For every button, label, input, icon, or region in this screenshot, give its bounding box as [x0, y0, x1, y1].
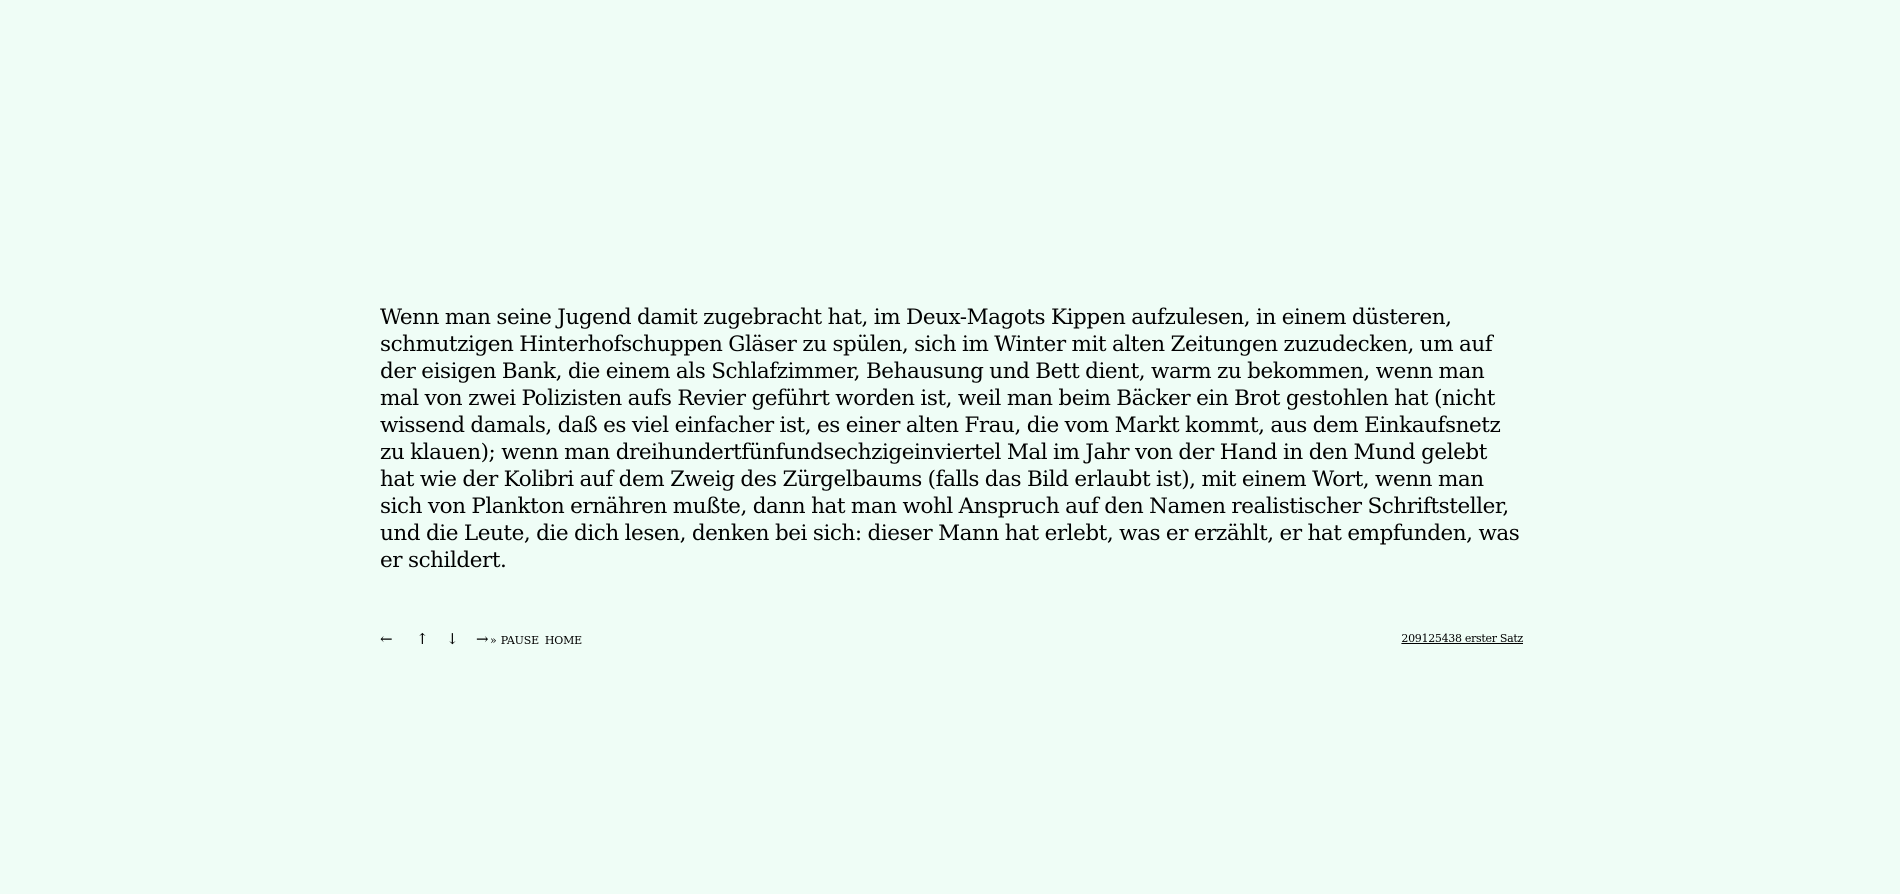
pause-button[interactable]: PAUSE — [500, 634, 539, 647]
source-link[interactable]: 209125438 erster Satz — [1401, 632, 1523, 645]
down-arrow-icon[interactable]: ↓ — [446, 630, 459, 648]
fast-forward-icon[interactable]: » — [490, 634, 497, 647]
home-link[interactable]: HOME — [544, 634, 583, 647]
navigation-controls — [380, 630, 588, 648]
next-arrow-icon[interactable]: → — [476, 630, 489, 648]
previous-arrow-icon[interactable]: ← — [380, 630, 393, 648]
up-arrow-icon[interactable]: ↑ — [416, 630, 429, 648]
source-info — [1401, 632, 1523, 645]
sentence-text: Wenn man seine Jugend damit zugebracht hat, im Deux-Magots Kippen aufzulesen, in einem düsteren, schmutzigen Hinterhofschuppen Gläser zu spülen, sich im Winter mit alten Zeitungen zuzudecken, um auf der eisigen Bank, die einem als Schlafzimmer, Behausung und Bett dient, warm zu bekommen, wenn man mal von zwei Polizisten aufs Revier geführt worden ist, weil man beim Bäcker ein Brot gestohlen hat (nicht wissend damals, daß es viel einfacher ist, es einer alten Frau, die vom Markt kommt, aus dem Einkaufsnetz zu klauen); wenn man dreihundertfünfundsechzigeinviertel Mal im Jahr von der Hand in den Mund gelebt hat wie der Kolibri auf dem Zweig des Zürgelbaums (falls das Bild erlaubt ist), mit einem Wort, wenn man sich von Plankton ernähren mußte, dann hat man wohl Anspruch auf den Namen realistischer Schriftsteller, und die Leute, die dich lesen, denken bei sich: dieser Mann hat erlebt, was er erzählt, er hat empfunden, was er schildert. — [380, 305, 1520, 573]
navigation-bar — [380, 630, 1523, 650]
